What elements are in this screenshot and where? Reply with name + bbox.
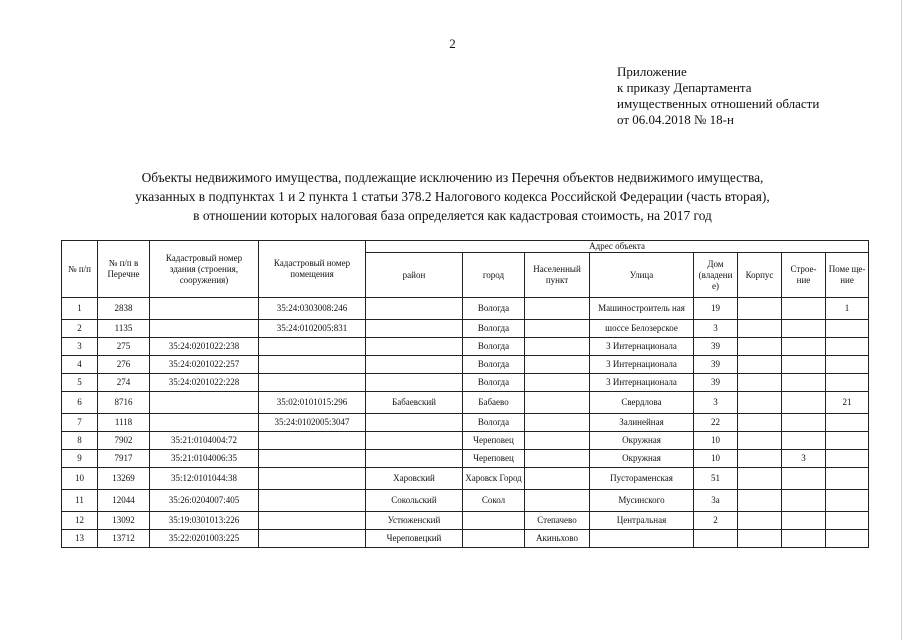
cell-num: 8 (62, 432, 98, 450)
cell-room-cadastral (259, 530, 366, 548)
cell-room-cadastral: 35:24:0102005:831 (259, 320, 366, 338)
cell-settlement (525, 490, 590, 512)
cell-room-cadastral (259, 374, 366, 392)
table-row (62, 374, 869, 392)
cell-district (366, 338, 463, 356)
cell-district: Харовский (366, 468, 463, 490)
cell-city: Сокол (463, 490, 525, 512)
cell-room-cadastral (259, 450, 366, 468)
cell-stroenie (782, 338, 826, 356)
cell-room-cadastral (259, 490, 366, 512)
cell-building-cadastral: 35:24:0201022:238 (150, 338, 259, 356)
cell-house: 51 (694, 468, 738, 490)
cell-street: Свердлова (590, 392, 694, 414)
cell-room (826, 450, 869, 468)
cell-settlement (525, 450, 590, 468)
cell-korpus (738, 298, 782, 320)
table-body (62, 298, 869, 548)
cell-building-cadastral: 35:24:0201022:257 (150, 356, 259, 374)
cell-building-cadastral: 35:12:0101044:38 (150, 468, 259, 490)
cell-stroenie (782, 374, 826, 392)
cell-settlement: Степачево (525, 512, 590, 530)
cell-room-cadastral (259, 338, 366, 356)
cell-room (826, 356, 869, 374)
objects-table (61, 240, 869, 548)
cell-house (694, 530, 738, 548)
cell-settlement (525, 414, 590, 432)
cell-building-cadastral (150, 298, 259, 320)
cell-street: шоссе Белозерское (590, 320, 694, 338)
cell-district (366, 414, 463, 432)
cell-city: Череповец (463, 432, 525, 450)
table-row (62, 432, 869, 450)
cell-district: Бабаевский (366, 392, 463, 414)
header-settlement: Населенный пункт (525, 253, 590, 298)
cell-korpus (738, 512, 782, 530)
cell-list-num: 275 (98, 338, 150, 356)
cell-stroenie (782, 512, 826, 530)
cell-house: 3 (694, 320, 738, 338)
cell-korpus (738, 414, 782, 432)
cell-num: 10 (62, 468, 98, 490)
cell-house: 10 (694, 450, 738, 468)
cell-house: 3 (694, 392, 738, 414)
cell-list-num: 2838 (98, 298, 150, 320)
cell-street: Окружная (590, 432, 694, 450)
table-row (62, 320, 869, 338)
cell-room-cadastral: 35:24:0102005:3047 (259, 414, 366, 432)
cell-korpus (738, 432, 782, 450)
table-row (62, 298, 869, 320)
cell-settlement (525, 338, 590, 356)
cell-num: 11 (62, 490, 98, 512)
cell-list-num: 13269 (98, 468, 150, 490)
cell-korpus (738, 320, 782, 338)
cell-district (366, 374, 463, 392)
cell-list-num: 13712 (98, 530, 150, 548)
table-row (62, 530, 869, 548)
cell-room (826, 432, 869, 450)
cell-room-cadastral (259, 512, 366, 530)
table-row (62, 392, 869, 414)
cell-stroenie (782, 490, 826, 512)
cell-street: 3 Интернационала (590, 338, 694, 356)
cell-list-num: 1118 (98, 414, 150, 432)
cell-room-cadastral (259, 432, 366, 450)
cell-building-cadastral: 35:22:0201003:225 (150, 530, 259, 548)
cell-building-cadastral: 35:21:0104006:35 (150, 450, 259, 468)
cell-district (366, 450, 463, 468)
table-row (62, 490, 869, 512)
cell-stroenie (782, 320, 826, 338)
cell-building-cadastral: 35:26:0204007:405 (150, 490, 259, 512)
cell-room (826, 468, 869, 490)
cell-korpus (738, 356, 782, 374)
cell-building-cadastral (150, 320, 259, 338)
cell-room-cadastral (259, 468, 366, 490)
cell-room: 21 (826, 392, 869, 414)
cell-stroenie (782, 356, 826, 374)
cell-num: 7 (62, 414, 98, 432)
cell-house: 3а (694, 490, 738, 512)
cell-district: Череповецкий (366, 530, 463, 548)
cell-city (463, 530, 525, 548)
cell-house: 22 (694, 414, 738, 432)
cell-list-num: 13092 (98, 512, 150, 530)
appendix-line: к приказу Департамента (617, 80, 752, 95)
cell-list-num: 8716 (98, 392, 150, 414)
appendix-line: Приложение (617, 64, 687, 79)
cell-city: Вологда (463, 374, 525, 392)
page-edge-line (901, 0, 902, 640)
header-stroenie: Строе- ние (782, 253, 826, 298)
header-list-num: № п/п в Перечне (98, 241, 150, 298)
appendix-line: имущественных отношений области (617, 96, 820, 111)
table-row (62, 512, 869, 530)
cell-room-cadastral: 35:24:0303008:246 (259, 298, 366, 320)
header-street: Улица (590, 253, 694, 298)
cell-city: Бабаево (463, 392, 525, 414)
cell-building-cadastral (150, 414, 259, 432)
cell-district (366, 298, 463, 320)
appendix-block (617, 64, 819, 128)
cell-street: Машиностроитель ная (590, 298, 694, 320)
title-line: в отношении которых налоговая база определяется как кадастровая стоимость, на 2017 год (193, 208, 712, 223)
cell-list-num: 274 (98, 374, 150, 392)
header-house: Дом (владени е) (694, 253, 738, 298)
cell-korpus (738, 450, 782, 468)
cell-city: Вологда (463, 414, 525, 432)
cell-list-num: 276 (98, 356, 150, 374)
header-building-cadastral: Кадастровый номер здания (строения, сооружения) (150, 241, 259, 298)
cell-num: 1 (62, 298, 98, 320)
table-row (62, 338, 869, 356)
cell-city (463, 512, 525, 530)
cell-room-cadastral (259, 356, 366, 374)
cell-city: Харовск Город (463, 468, 525, 490)
cell-list-num: 7917 (98, 450, 150, 468)
header-room: Поме ще- ние (826, 253, 869, 298)
cell-house: 39 (694, 338, 738, 356)
cell-stroenie (782, 392, 826, 414)
cell-num: 4 (62, 356, 98, 374)
cell-korpus (738, 374, 782, 392)
cell-house: 39 (694, 374, 738, 392)
title-line: Объекты недвижимого имущества, подлежащие исключению из Перечня объектов недвижимого имущества, (141, 170, 764, 185)
table-row (62, 450, 869, 468)
cell-house: 2 (694, 512, 738, 530)
table-row (62, 468, 869, 490)
cell-house: 19 (694, 298, 738, 320)
cell-list-num: 12044 (98, 490, 150, 512)
table-row (62, 356, 869, 374)
cell-district (366, 356, 463, 374)
cell-city: Вологда (463, 298, 525, 320)
cell-district: Сокольский (366, 490, 463, 512)
cell-num: 6 (62, 392, 98, 414)
cell-stroenie: 3 (782, 450, 826, 468)
cell-settlement (525, 432, 590, 450)
cell-room (826, 374, 869, 392)
document-title (0, 168, 905, 225)
cell-num: 9 (62, 450, 98, 468)
header-num: № п/п (62, 241, 98, 298)
cell-room: 1 (826, 298, 869, 320)
header-district: район (366, 253, 463, 298)
cell-district: Устюженский (366, 512, 463, 530)
cell-settlement (525, 356, 590, 374)
cell-district (366, 320, 463, 338)
cell-korpus (738, 530, 782, 548)
cell-korpus (738, 338, 782, 356)
cell-settlement (525, 320, 590, 338)
cell-building-cadastral: 35:24:0201022:228 (150, 374, 259, 392)
cell-room (826, 320, 869, 338)
cell-room (826, 414, 869, 432)
cell-settlement (525, 392, 590, 414)
table-row (62, 414, 869, 432)
cell-city: Вологда (463, 356, 525, 374)
cell-city: Вологда (463, 338, 525, 356)
cell-num: 12 (62, 512, 98, 530)
cell-num: 13 (62, 530, 98, 548)
cell-house: 39 (694, 356, 738, 374)
cell-building-cadastral (150, 392, 259, 414)
cell-korpus (738, 468, 782, 490)
cell-settlement (525, 298, 590, 320)
cell-num: 3 (62, 338, 98, 356)
cell-room-cadastral: 35:02:0101015:296 (259, 392, 366, 414)
cell-list-num: 1135 (98, 320, 150, 338)
cell-settlement: Акиньхово (525, 530, 590, 548)
cell-house: 10 (694, 432, 738, 450)
cell-room (826, 490, 869, 512)
cell-num: 2 (62, 320, 98, 338)
cell-street: 3 Интернационала (590, 374, 694, 392)
cell-room (826, 338, 869, 356)
header-korpus: Корпус (738, 253, 782, 298)
header-address: Адрес объекта (366, 241, 869, 253)
cell-room (826, 530, 869, 548)
cell-street (590, 530, 694, 548)
cell-korpus (738, 392, 782, 414)
cell-street: 3 Интернационала (590, 356, 694, 374)
header-room-cadastral: Кадастровый номер помещения (259, 241, 366, 298)
cell-city: Вологда (463, 320, 525, 338)
cell-street: Центральная (590, 512, 694, 530)
cell-korpus (738, 490, 782, 512)
appendix-line: от 06.04.2018 № 18-н (617, 112, 734, 127)
cell-street: Пустораменская (590, 468, 694, 490)
cell-street: Мусинского (590, 490, 694, 512)
cell-street: Залинейная (590, 414, 694, 432)
cell-stroenie (782, 414, 826, 432)
cell-city: Череповец (463, 450, 525, 468)
cell-stroenie (782, 530, 826, 548)
cell-list-num: 7902 (98, 432, 150, 450)
cell-building-cadastral: 35:21:0104004:72 (150, 432, 259, 450)
cell-building-cadastral: 35:19:0301013:226 (150, 512, 259, 530)
cell-stroenie (782, 468, 826, 490)
cell-district (366, 432, 463, 450)
title-line: указанных в подпунктах 1 и 2 пункта 1 статьи 378.2 Налогового кодекса Российской Федерации (часть вторая), (135, 189, 770, 204)
cell-num: 5 (62, 374, 98, 392)
page-number: 2 (449, 36, 456, 51)
cell-settlement (525, 468, 590, 490)
header-city: город (463, 253, 525, 298)
cell-stroenie (782, 298, 826, 320)
cell-settlement (525, 374, 590, 392)
cell-street: Окружная (590, 450, 694, 468)
cell-room (826, 512, 869, 530)
cell-stroenie (782, 432, 826, 450)
